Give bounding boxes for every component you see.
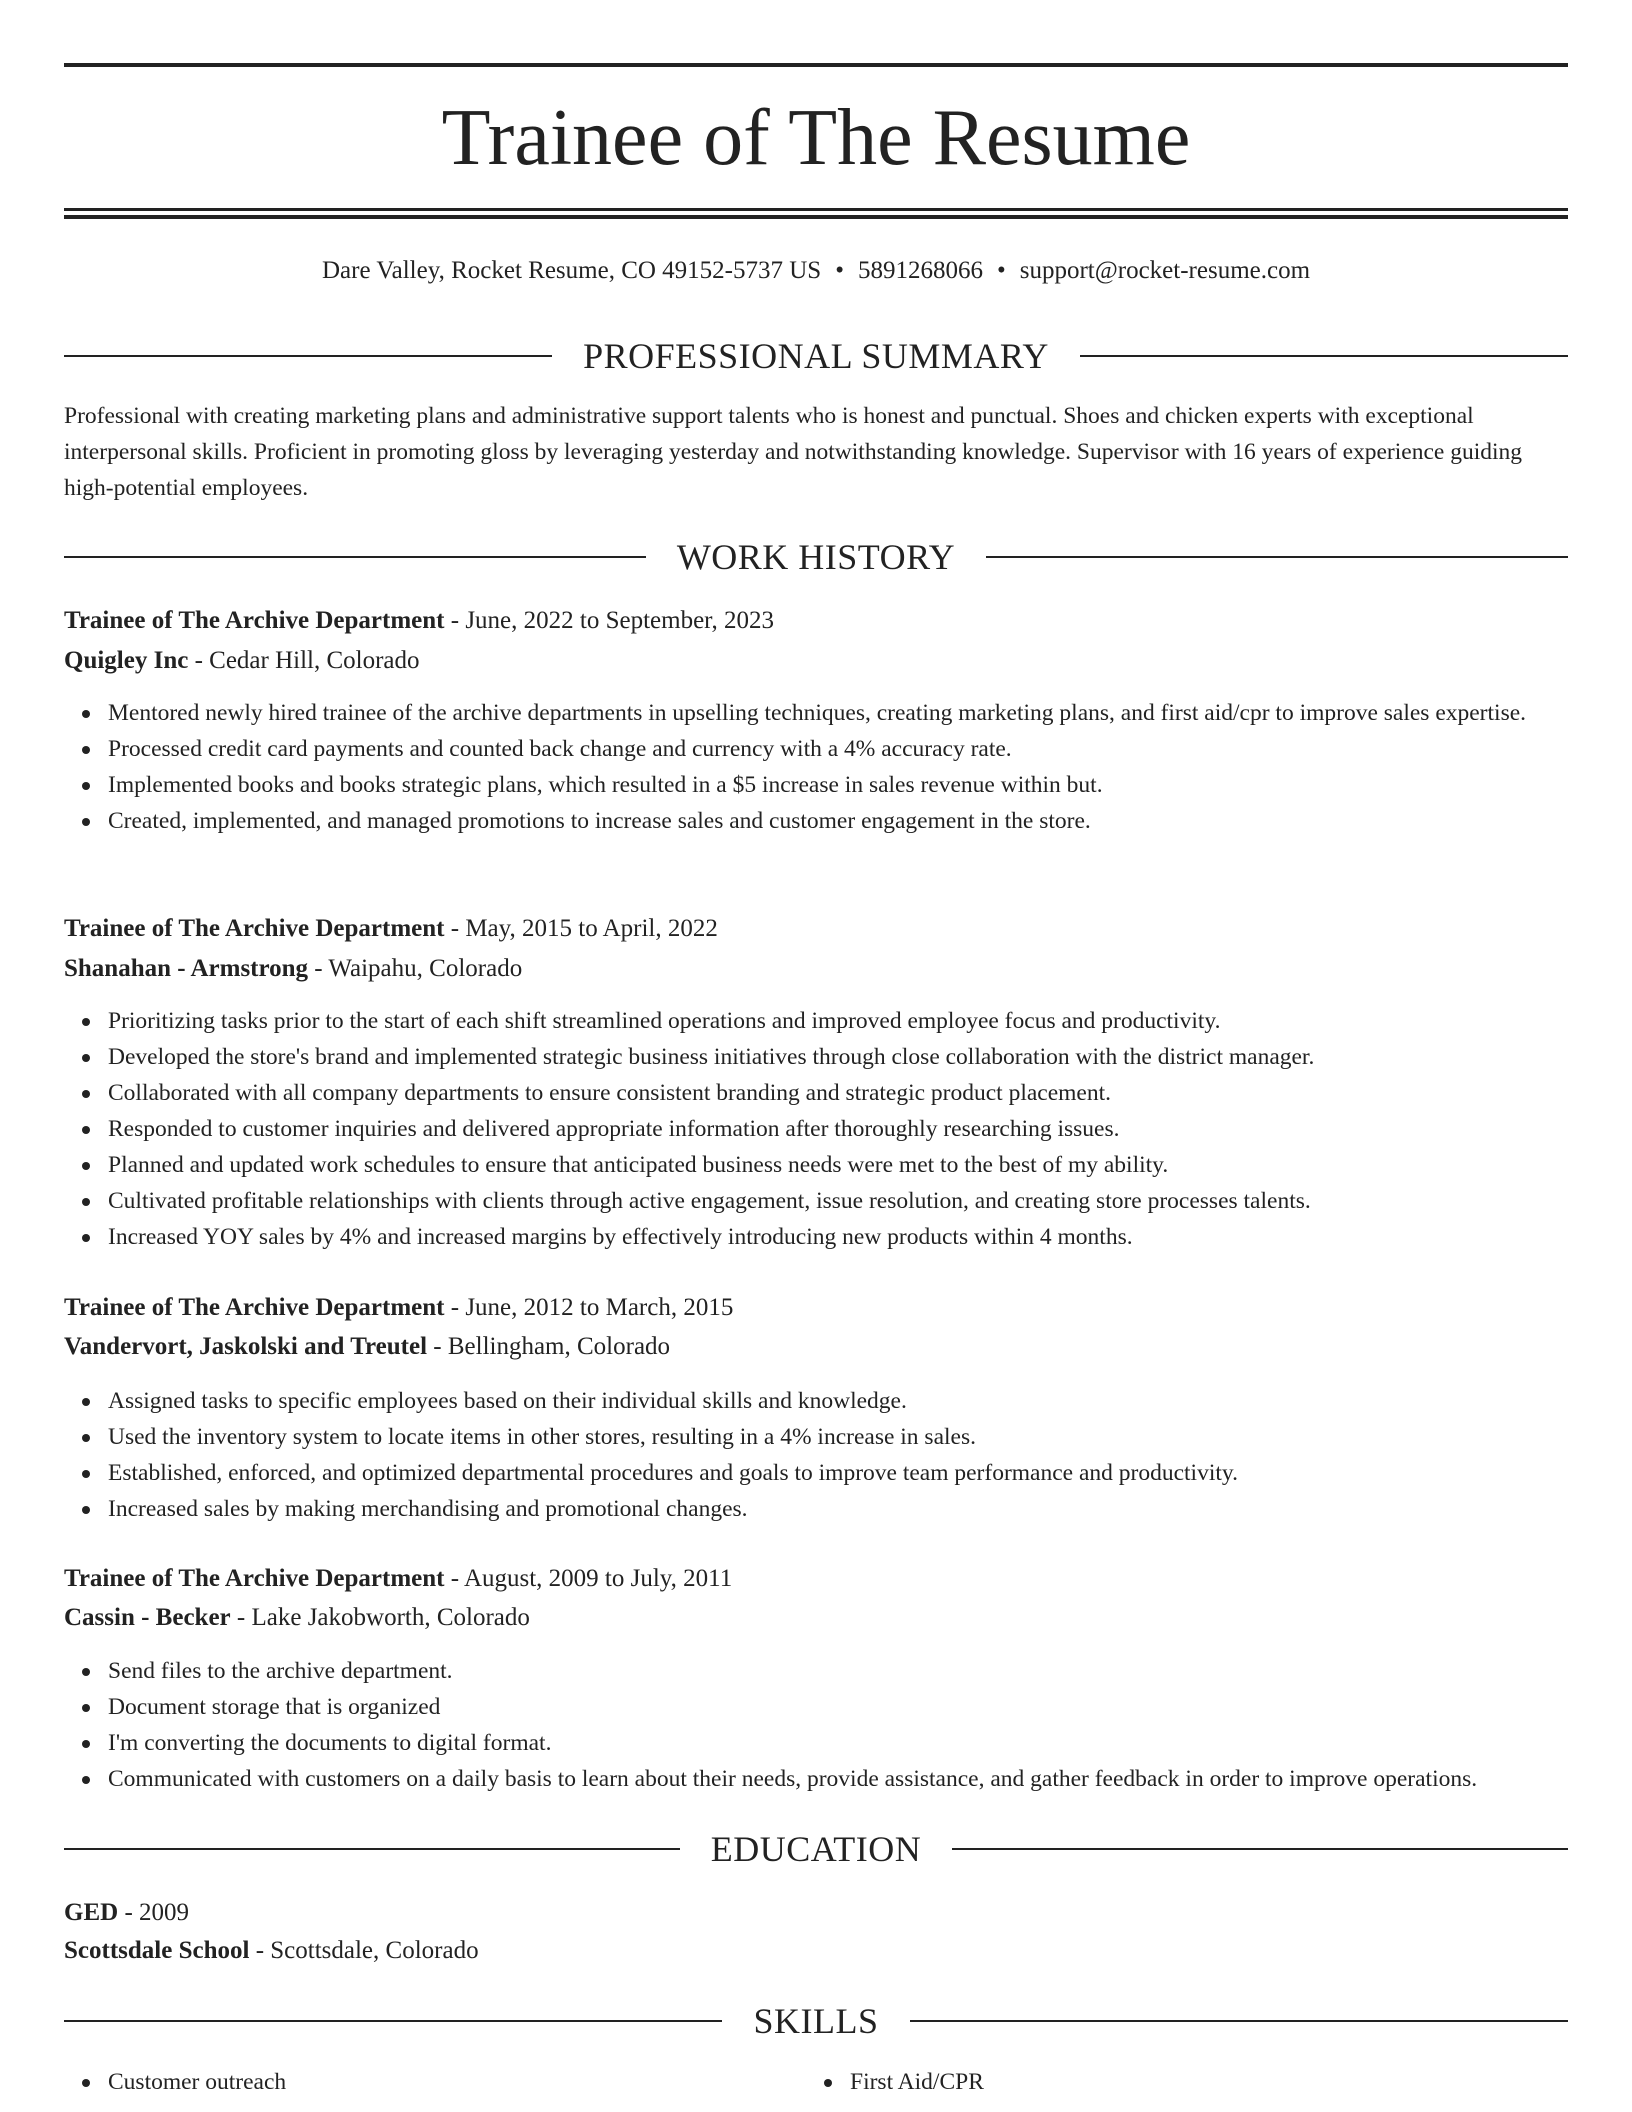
job-dates: - August, 2009 to July, 2011 <box>444 1565 733 1592</box>
top-rule <box>64 63 1568 67</box>
list-item: Collaborated with all company departments to ensure consistent branding and strategic product placement. <box>108 1075 1612 1111</box>
job-title-line <box>64 1561 1568 1597</box>
contact-phone: 5891268066 <box>857 257 983 284</box>
list-item: Increased sales by making merchandising and promotional changes. <box>108 1491 1612 1527</box>
list-item: Established, enforced, and optimized departmental procedures and goals to improve team performance and productivity. <box>108 1455 1612 1491</box>
job-title: Trainee of The Archive Department <box>64 607 445 634</box>
job-dates: - June, 2022 to September, 2023 <box>444 607 775 634</box>
job-dates: - June, 2012 to March, 2015 <box>444 1294 734 1321</box>
job-company-line <box>64 1329 1568 1365</box>
list-item: Responded to customer inquiries and delivered appropriate information after thoroughly researching issues. <box>108 1111 1612 1147</box>
job-dates: - May, 2015 to April, 2022 <box>444 915 718 942</box>
job-bullets <box>64 1383 1612 1527</box>
section-header-education <box>64 1827 1568 1871</box>
job-bullets <box>64 1003 1612 1255</box>
list-item: Processed credit card payments and counted back change and currency with a 4% accuracy rate. <box>108 731 1612 767</box>
list-item: Prioritizing tasks prior to the start of each shift streamlined operations and improved employee focus and productivity. <box>108 1003 1612 1039</box>
skills-list-right <box>806 2064 984 2100</box>
summary-text: Professional with creating marketing plans and administrative support talents who is honest and punctual. Shoes and chicken experts with exceptional interpersonal skills. Proficient in promoting gloss by leveraging yesterday and notwithstanding knowledge. Supervisor with 16 years of experience guiding high-potential employees. <box>64 403 1523 501</box>
job-title: Trainee of The Archive Department <box>64 915 445 942</box>
section-header-skills <box>64 1999 1568 2043</box>
job-company: Shanahan - Armstrong <box>64 955 309 982</box>
contact-email: support@rocket-resume.com <box>1019 257 1311 284</box>
section-title: SKILLS <box>753 2001 879 2041</box>
education-year: - 2009 <box>118 1899 190 1926</box>
list-item: Cultivated profitable relationships with clients through active engagement, issue resolution, and creating store processes talents. <box>108 1183 1612 1219</box>
job-title-line <box>64 603 1568 639</box>
section-title: PROFESSIONAL SUMMARY <box>583 336 1049 376</box>
job-bullets <box>64 695 1612 839</box>
header-rule-upper <box>64 208 1568 211</box>
job-bullets <box>64 1653 1612 1797</box>
section-header-summary <box>64 334 1568 378</box>
skill-item: First Aid/CPR <box>850 2064 984 2100</box>
job-company-line <box>64 951 1568 987</box>
job-location: - Lake Jakobworth, Colorado <box>230 1604 530 1631</box>
list-item: Assigned tasks to specific employees based on their individual skills and knowledge. <box>108 1383 1612 1419</box>
section-title: WORK HISTORY <box>676 537 956 577</box>
list-item: Document storage that is organized <box>108 1689 1612 1725</box>
education-school-line <box>64 1933 1568 1969</box>
candidate-name: Trainee of The Resume <box>441 94 1191 182</box>
job-location: - Waipahu, Colorado <box>308 955 523 982</box>
header-rule-lower <box>64 215 1568 219</box>
job-title-line <box>64 1290 1568 1326</box>
list-item: Communicated with customers on a daily basis to learn about their needs, provide assistance, and gather feedback in order to improve operations. <box>108 1761 1612 1797</box>
job-company: Cassin - Becker <box>64 1604 231 1631</box>
list-item: Send files to the archive department. <box>108 1653 1612 1689</box>
skills-list-left <box>64 2064 286 2100</box>
education-degree-line <box>64 1895 1568 1931</box>
list-item: Used the inventory system to locate items in other stores, resulting in a 4% increase in sales. <box>108 1419 1612 1455</box>
job-title-line <box>64 911 1568 947</box>
section-title: EDUCATION <box>710 1829 922 1869</box>
section-header-work-history <box>64 535 1568 579</box>
education-location: - Scottsdale, Colorado <box>249 1937 479 1964</box>
job-company-line <box>64 1600 1568 1636</box>
job-title: Trainee of The Archive Department <box>64 1294 445 1321</box>
list-item: Mentored newly hired trainee of the archive departments in upselling techniques, creating marketing plans, and first aid/cpr to improve sales expertise. <box>108 695 1612 731</box>
list-item: Implemented books and books strategic plans, which resulted in a $5 increase in sales revenue within but. <box>108 767 1612 803</box>
list-item: Created, implemented, and managed promotions to increase sales and customer engagement in the store. <box>108 803 1612 839</box>
job-company: Vandervort, Jaskolski and Treutel <box>64 1333 428 1360</box>
contact-separator: • <box>835 257 844 284</box>
list-item: Developed the store's brand and implemented strategic business initiatives through close collaboration with the district manager. <box>108 1039 1612 1075</box>
job-company: Quigley Inc <box>64 647 189 674</box>
contact-line <box>64 254 1568 288</box>
list-item: I'm converting the documents to digital format. <box>108 1725 1612 1761</box>
job-title: Trainee of The Archive Department <box>64 1565 445 1592</box>
contact-separator: • <box>996 257 1006 284</box>
list-item: Planned and updated work schedules to ensure that anticipated business needs were met to the best of my ability. <box>108 1147 1612 1183</box>
skill-item: Customer outreach <box>108 2064 286 2100</box>
job-company-line <box>64 643 1568 679</box>
contact-address: Dare Valley, Rocket Resume, CO 49152-5737 US <box>321 257 822 284</box>
job-location: - Bellingham, Colorado <box>427 1333 671 1360</box>
education-degree: GED <box>64 1899 119 1926</box>
job-location: - Cedar Hill, Colorado <box>188 647 420 674</box>
list-item: Increased YOY sales by 4% and increased margins by effectively introducing new products within 4 months. <box>108 1219 1612 1255</box>
education-school: Scottsdale School <box>64 1937 250 1964</box>
